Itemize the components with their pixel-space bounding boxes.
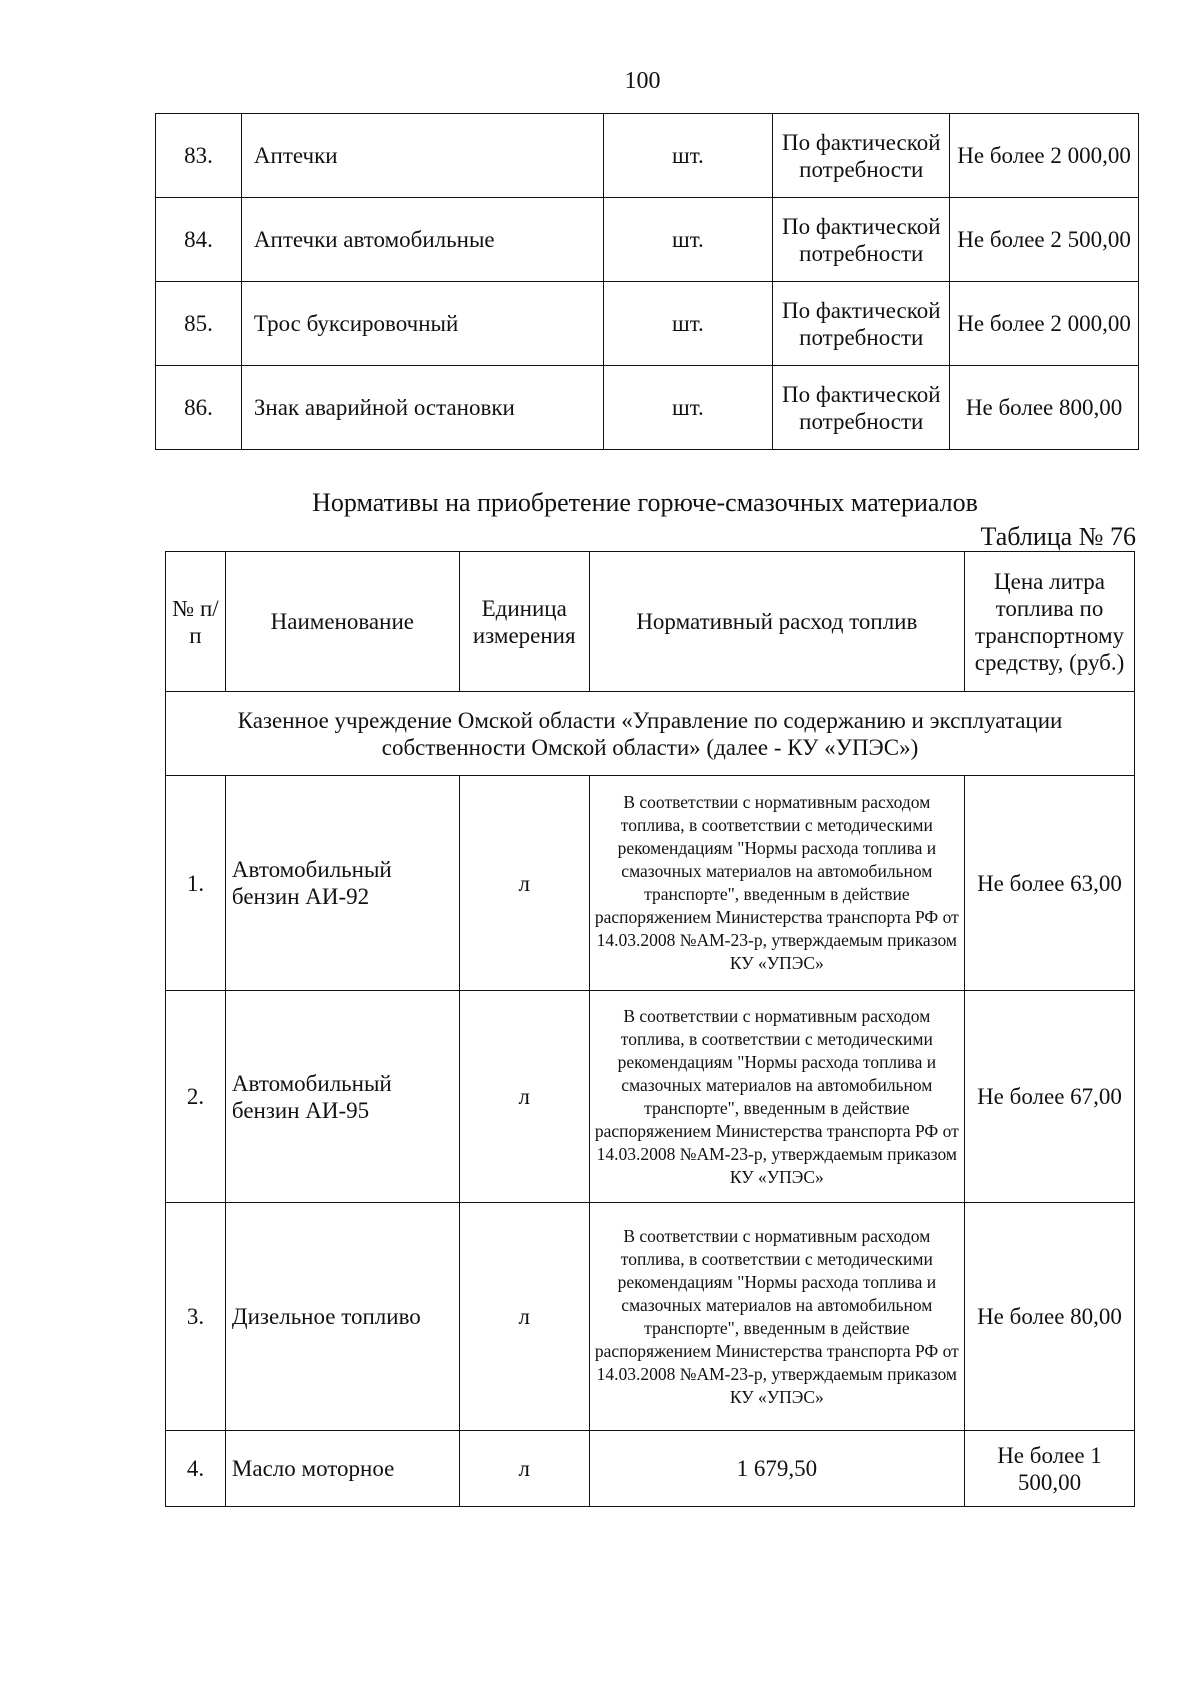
table-row: [166, 1203, 1135, 1431]
table-row: [166, 776, 1135, 991]
organization-name: Казенное учреждение Омской области «Управление по содержанию и эксплуатации собственности Омской области» (далее - КУ «УПЭС»): [166, 692, 1135, 776]
row-number: 3.: [166, 1203, 226, 1431]
header-norm: Нормативный расход топлив: [589, 552, 964, 692]
table-row: [166, 991, 1135, 1203]
row-number: 83.: [156, 114, 242, 198]
fuel-norm: В соответствии с нормативным расходом топлива, в соответствии с методическими рекомендациям "Нормы расхода топлива и смазочных материалов на автомобильном транспорте", введенным в действие распоряжением Министерства транспорта РФ от 14.03.2008 №АМ-23-р, утверждаемым приказом КУ «УПЭС»: [589, 776, 964, 991]
fuel-name: Дизельное топливо: [225, 1203, 459, 1431]
table-row: [166, 1431, 1135, 1507]
item-name: Аптечки: [241, 114, 603, 198]
row-number: 2.: [166, 991, 226, 1203]
fuel-table: [165, 551, 1135, 1507]
fuel-norm: 1 679,50: [589, 1431, 964, 1507]
fuel-unit: л: [459, 1431, 589, 1507]
header-unit: Единица измерения: [459, 552, 589, 692]
fuel-name: Автомобильный бензин АИ-95: [225, 991, 459, 1203]
table-row: [156, 366, 1139, 450]
table-number: Таблица № 76: [980, 522, 1136, 551]
page-number: 100: [624, 68, 661, 94]
table-row: [156, 282, 1139, 366]
row-number: 1.: [166, 776, 226, 991]
supplies-table: [155, 113, 1139, 450]
item-quantity: По фактической потребности: [773, 282, 950, 366]
item-quantity: По фактической потребности: [773, 198, 950, 282]
fuel-unit: л: [459, 991, 589, 1203]
row-number: 84.: [156, 198, 242, 282]
item-price: Не более 800,00: [950, 366, 1139, 450]
fuel-price: Не более 1 500,00: [965, 1431, 1135, 1507]
fuel-unit: л: [459, 776, 589, 991]
header-name: Наименование: [225, 552, 459, 692]
item-unit: шт.: [603, 366, 773, 450]
item-unit: шт.: [603, 198, 773, 282]
fuel-name: Автомобильный бензин АИ-92: [225, 776, 459, 991]
table-row: [156, 114, 1139, 198]
fuel-price: Не более 80,00: [965, 1203, 1135, 1431]
item-name: Трос буксировочный: [241, 282, 603, 366]
fuel-price: Не более 67,00: [965, 991, 1135, 1203]
fuel-name: Масло моторное: [225, 1431, 459, 1507]
item-unit: шт.: [603, 114, 773, 198]
fuel-unit: л: [459, 1203, 589, 1431]
row-number: 4.: [166, 1431, 226, 1507]
header-number: № п/п: [166, 552, 226, 692]
fuel-norm: В соответствии с нормативным расходом топлива, в соответствии с методическими рекомендациям "Нормы расхода топлива и смазочных материалов на автомобильном транспорте", введенным в действие распоряжением Министерства транспорта РФ от 14.03.2008 №АМ-23-р, утверждаемым приказом КУ «УПЭС»: [589, 991, 964, 1203]
header-price: Цена литра топлива по транспортному средству, (руб.): [965, 552, 1135, 692]
item-quantity: По фактической потребности: [773, 114, 950, 198]
item-unit: шт.: [603, 282, 773, 366]
item-name: Аптечки автомобильные: [241, 198, 603, 282]
fuel-norm: В соответствии с нормативным расходом топлива, в соответствии с методическими рекомендациям "Нормы расхода топлива и смазочных материалов на автомобильном транспорте", введенным в действие распоряжением Министерства транспорта РФ от 14.03.2008 №АМ-23-р, утверждаемым приказом КУ «УПЭС»: [589, 1203, 964, 1431]
organization-row: [166, 692, 1135, 776]
item-name: Знак аварийной остановки: [241, 366, 603, 450]
section-title: Нормативы на приобретение горюче-смазочных материалов: [312, 488, 978, 517]
row-number: 85.: [156, 282, 242, 366]
fuel-price: Не более 63,00: [965, 776, 1135, 991]
item-quantity: По фактической потребности: [773, 366, 950, 450]
item-price: Не более 2 000,00: [950, 114, 1139, 198]
item-price: Не более 2 000,00: [950, 282, 1139, 366]
table-header-row: [166, 552, 1135, 692]
row-number: 86.: [156, 366, 242, 450]
item-price: Не более 2 500,00: [950, 198, 1139, 282]
table-row: [156, 198, 1139, 282]
